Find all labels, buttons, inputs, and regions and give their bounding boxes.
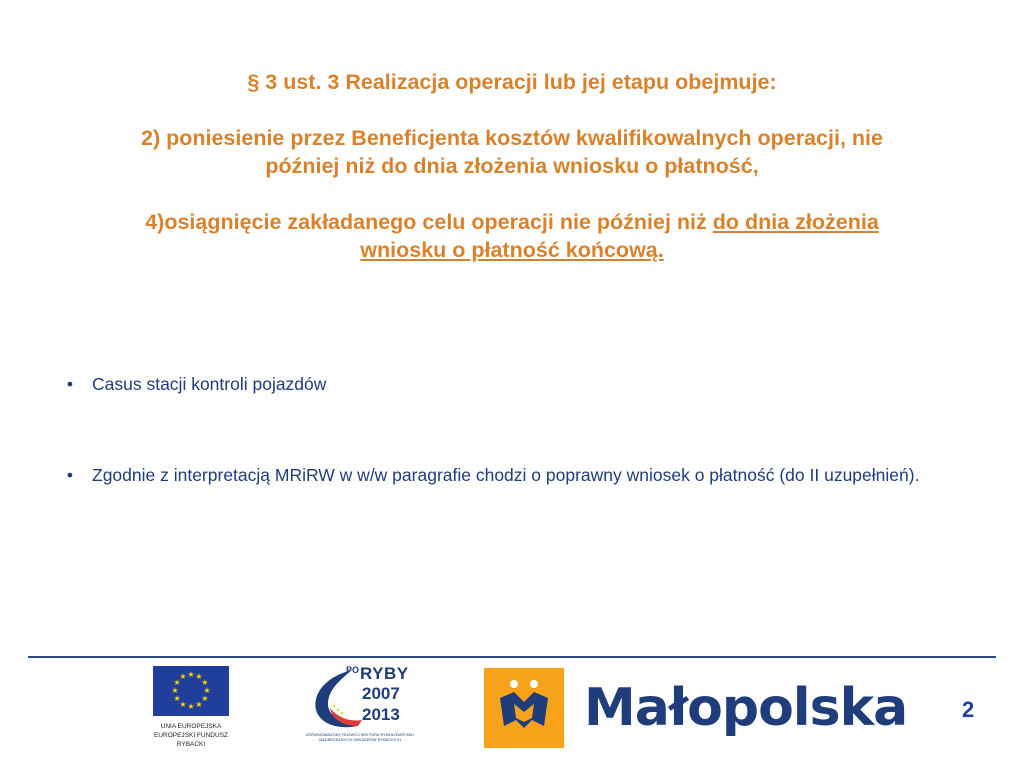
point-4-underlined-a: do dnia złożenia — [712, 210, 879, 234]
point-4-line-2 — [30, 236, 994, 264]
bullet-marker: • — [66, 374, 74, 394]
eu-star-icon: ★ — [201, 694, 209, 703]
po-ryby-logo — [304, 664, 416, 750]
point-2-line-2: później niż do dnia złożenia wniosku o płatność, — [265, 154, 759, 178]
ryby-po: PO — [346, 665, 360, 675]
eu-star-icon: ★ — [201, 678, 209, 687]
point-4 — [30, 208, 994, 236]
eu-logo — [150, 666, 232, 749]
eu-logo-text-3: RYBACKI — [176, 741, 206, 748]
eu-logo-text-2: EUROPEJSKI FUNDUSZ — [153, 732, 229, 739]
eu-star-icon: ★ — [187, 670, 195, 679]
bullet-marker: • — [66, 465, 74, 485]
ryby-name: RYBY — [360, 664, 409, 683]
malopolska-logo — [484, 668, 908, 748]
bullet-text: Casus stacji kontroli pojazdów — [92, 374, 327, 394]
eu-logo-caption — [150, 722, 232, 749]
eu-star-icon: ★ — [171, 686, 179, 695]
eu-star-icon: ★ — [195, 672, 203, 682]
eu-logo-text-1: UNIA EUROPEJSKA — [160, 723, 222, 730]
eu-star-icon: ★ — [195, 699, 203, 709]
bullet-list — [60, 372, 990, 488]
eu-star-icon: ★ — [179, 672, 187, 682]
eu-star-icon: ★ — [173, 694, 181, 703]
eu-star-icon: ★ — [179, 699, 187, 709]
fish-swirl-icon — [308, 666, 364, 732]
ryby-year-start: 2007 — [362, 684, 400, 703]
bullet-item — [60, 463, 990, 488]
footer-divider — [28, 656, 996, 658]
eu-star-icon: ★ — [187, 702, 195, 711]
point-4-prefix: 4)osiągnięcie zakładanego celu operacji nie później niż — [145, 210, 713, 234]
ryby-year-end: 2013 — [362, 705, 400, 724]
malopolska-wordmark: Małopolska — [584, 678, 908, 738]
malopolska-emblem-icon — [484, 668, 564, 748]
eu-star-icon: ★ — [203, 686, 211, 695]
ryby-caption: ZRÓWNOWAŻONY ROZWÓJ SEKTORA RYBOŁÓWSTWA I NADBRZEŻNYCH OBSZARÓW RYBACKICH — [305, 732, 415, 742]
bullet-text: Zgodnie z interpretacją MRiRW w w/w paragrafie chodzi o poprawny wniosek o płatność (do II uzupełnień). — [92, 465, 920, 485]
eu-star-icon: ★ — [173, 678, 181, 687]
point-4-underlined-b: wniosku o płatność końcową. — [360, 238, 664, 262]
bullet-item — [60, 372, 990, 397]
slide-title-block — [30, 68, 994, 264]
section-heading: § 3 ust. 3 Realizacja operacji lub jej etapu obejmuje: — [247, 70, 777, 94]
page-number: 2 — [962, 697, 975, 722]
point-2-line-1: 2) poniesienie przez Beneficjenta kosztów kwalifikowalnych operacji, nie — [141, 126, 883, 150]
eu-flag-icon — [153, 666, 229, 716]
